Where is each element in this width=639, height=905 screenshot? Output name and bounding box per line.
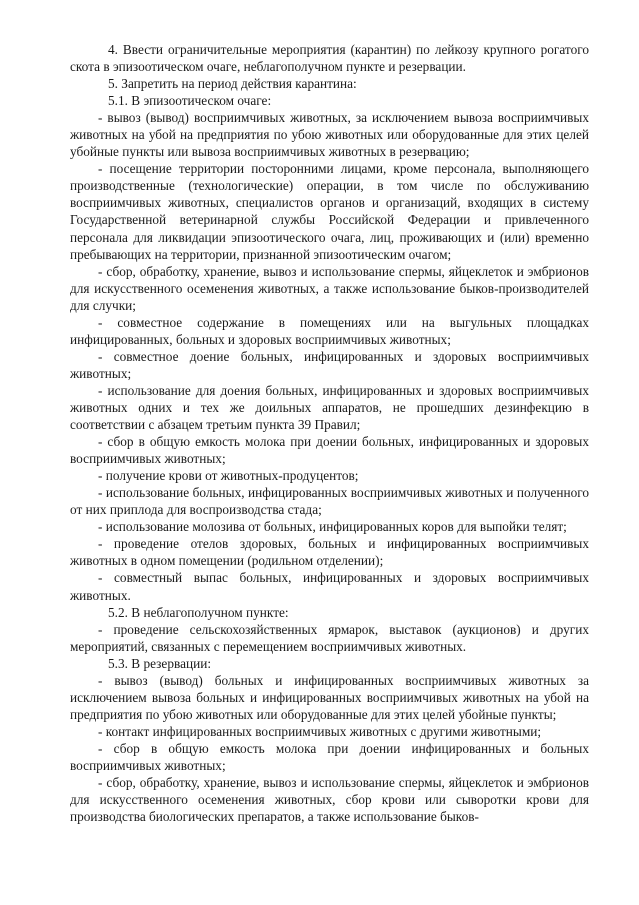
subsection-heading-5-1: 5.1. В эпизоотическом очаге: (108, 93, 272, 109)
list-item: - совместное доение больных, инфицированных и здоровых восприимчивых животных; (70, 348, 589, 381)
list-item: - совместный выпас больных, инфицированных и здоровых восприимчивых животных. (70, 570, 589, 603)
paragraph-item-5: 5. Запретить на период действия карантина: (108, 76, 357, 92)
list-item: - проведение отелов здоровых, больных и инфицированных восприимчивых животных в одном помещении (родильном отделении); (70, 536, 589, 569)
list-item: - использование молозива от больных, инфицированных коров для выпойки телят; (98, 519, 567, 535)
document-body (70, 41, 589, 825)
list-item: - совместное содержание в помещениях или на выгульных площадках инфицированных, больных и здоровых восприимчивых животных; (70, 314, 589, 347)
list-item: - использование для доения больных, инфицированных и здоровых восприимчивых животных одних и тех же доильных аппаратов, не прошедших дезинфекцию в соответствии с абзацем третьим пункта 39 Правил; (70, 382, 589, 433)
list-item: - использование больных, инфицированных восприимчивых животных и полученного от них приплода для воспроизводства стада; (70, 485, 589, 518)
list-item: - сбор, обработку, хранение, вывоз и использование спермы, яйцеклеток и эмбрионов для искусственного осеменения животных, сбор крови или сыворотки крови для производства биологических препаратов, а также использование быков- (70, 775, 589, 825)
list-item: - сбор, обработку, хранение, вывоз и использование спермы, яйцеклеток и эмбрионов для искусственного осеменения животных, а также использование быков-производителей для случки; (70, 263, 589, 313)
list-item: - проведение сельскохозяйственных ярмарок, выставок (аукционов) и других мероприятий, связанных с перемещением восприимчивых животных. (70, 621, 589, 654)
list-item: - вывоз (вывод) больных и инфицированных восприимчивых животных за исключением вывоза больных и инфицированных восприимчивых животных на убой на предприятия по убою животных или оборудованные для этих целей убойные пункты; (70, 672, 589, 722)
list-item: - сбор в общую емкость молока при доении инфицированных и больных восприимчивых животных; (70, 740, 589, 773)
list-item: - вывоз (вывод) восприимчивых животных, за исключением вывоза восприимчивых животных на убой на предприятия по убою животных или оборудованные для этих целей убойные пункты или вывоза восприимчивых животных в резервацию; (70, 110, 589, 160)
list-item: - получение крови от животных-продуцентов; (98, 468, 359, 484)
list-item: - контакт инфицированных восприимчивых животных с другими животными; (98, 723, 542, 739)
list-item: - сбор в общую емкость молока при доении больных, инфицированных и здоровых восприимчивых животных; (70, 434, 589, 467)
subsection-heading-5-3: 5.3. В резервации: (108, 655, 212, 671)
list-item: - посещение территории посторонними лицами, кроме персонала, выполняющего производственные (технологические) операции, в том числе по обслуживанию восприимчивых животных, специалистов органов и организаций, входящих в систему Государственной ветеринарной службы Российской Федерации и привлеченного персонала для ликвидации эпизоотического очага, лиц, проживающих и (или) временно пребывающих на территории, признанной эпизоотическим очагом; (70, 161, 589, 262)
paragraph-item-4: 4. Ввести ограничительные мероприятия (карантин) по лейкозу крупного рогатого скота в эпизоотическом очаге, неблагополучном пункте и резервации. (70, 42, 589, 75)
subsection-heading-5-2: 5.2. В неблагополучном пункте: (108, 604, 289, 620)
